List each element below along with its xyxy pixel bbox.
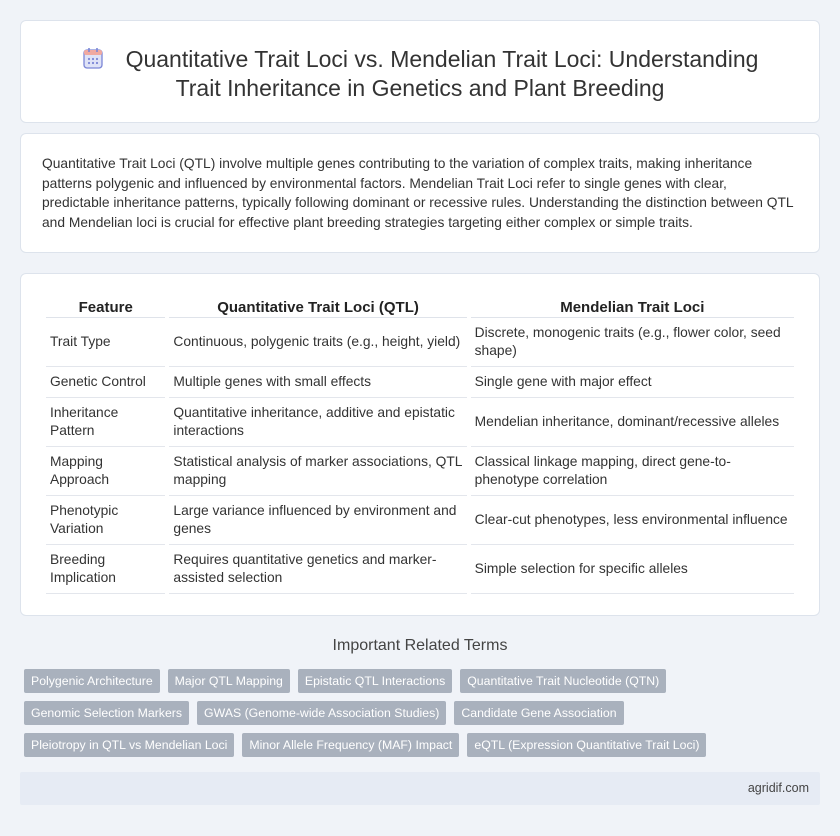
tag-row — [24, 733, 824, 757]
mendelian-cell: Discrete, monogenic traits (e.g., flower color, seed shape) — [471, 318, 794, 367]
table-row — [46, 398, 794, 447]
qtl-cell: Quantitative inheritance, additive and epistatic interactions — [169, 398, 466, 447]
header-card — [20, 20, 820, 123]
feature-cell: Mapping Approach — [46, 447, 165, 496]
summary-paragraph: Quantitative Trait Loci (QTL) involve multiple genes contributing to the variation of complex traits, making inheritance patterns polygenic and influenced by environmental factors. Mendelian Trait Loci refer to single genes with clear, predictable inheritance patterns, typically following dominant or recessive rules. Understanding the distinction between QTL and Mendelian loci is crucial for effective plant breeding strategies targeting either complex or simple traits. — [42, 156, 794, 230]
summary-card — [20, 133, 820, 253]
tag-polygenic-architecture[interactable]: Polygenic Architecture — [24, 669, 160, 693]
comparison-table-card — [20, 273, 820, 616]
tag-epistatic-qtl-interactions[interactable]: Epistatic QTL Interactions — [298, 669, 452, 693]
table-header-row — [46, 298, 794, 318]
table-row — [46, 545, 794, 594]
tag-maf-impact[interactable]: Minor Allele Frequency (MAF) Impact — [242, 733, 459, 757]
feature-cell: Genetic Control — [46, 367, 165, 398]
feature-cell: Trait Type — [46, 318, 165, 367]
comparison-table — [42, 298, 798, 594]
table-row — [46, 318, 794, 367]
tag-genomic-selection-markers[interactable]: Genomic Selection Markers — [24, 701, 189, 725]
related-terms-heading: Important Related Terms — [332, 637, 508, 654]
mendelian-cell: Simple selection for specific alleles — [471, 545, 794, 594]
header-qtl: Quantitative Trait Loci (QTL) — [169, 298, 466, 318]
mendelian-cell: Mendelian inheritance, dominant/recessive alleles — [471, 398, 794, 447]
table-row — [46, 496, 794, 545]
header-mendelian: Mendelian Trait Loci — [471, 298, 794, 318]
mendelian-cell: Single gene with major effect — [471, 367, 794, 398]
tag-gwas[interactable]: GWAS (Genome-wide Association Studies) — [197, 701, 446, 725]
tag-candidate-gene-association[interactable]: Candidate Gene Association — [454, 701, 623, 725]
related-terms-list — [24, 669, 824, 765]
footer — [20, 772, 820, 805]
tag-row — [24, 701, 824, 725]
feature-cell: Inheritance Pattern — [46, 398, 165, 447]
mendelian-cell: Clear-cut phenotypes, less environmental influence — [471, 496, 794, 545]
title-line-2: Trait Inheritance in Genetics and Plant Breeding — [175, 75, 665, 101]
qtl-cell: Statistical analysis of marker associations, QTL mapping — [169, 447, 466, 496]
table-row — [46, 447, 794, 496]
tag-pleiotropy[interactable]: Pleiotropy in QTL vs Mendelian Loci — [24, 733, 234, 757]
feature-cell: Phenotypic Variation — [46, 496, 165, 545]
footer-site-link[interactable]: agridif.com — [747, 781, 809, 795]
page-title — [21, 45, 819, 103]
header-feature: Feature — [46, 298, 165, 318]
tag-row — [24, 669, 824, 693]
qtl-cell: Requires quantitative genetics and marker-assisted selection — [169, 545, 466, 594]
mendelian-cell: Classical linkage mapping, direct gene-to-phenotype correlation — [471, 447, 794, 496]
tag-eqtl[interactable]: eQTL (Expression Quantitative Trait Loci) — [467, 733, 706, 757]
qtl-cell: Large variance influenced by environment and genes — [169, 496, 466, 545]
qtl-cell: Multiple genes with small effects — [169, 367, 466, 398]
tag-major-qtl-mapping[interactable]: Major QTL Mapping — [168, 669, 290, 693]
qtl-cell: Continuous, polygenic traits (e.g., height, yield) — [169, 318, 466, 367]
document-icon — [82, 46, 104, 70]
feature-cell: Breeding Implication — [46, 545, 165, 594]
tag-qtn[interactable]: Quantitative Trait Nucleotide (QTN) — [460, 669, 666, 693]
title-line-1: Quantitative Trait Loci vs. Mendelian Trait Loci: Understanding — [125, 46, 759, 72]
table-row — [46, 367, 794, 398]
